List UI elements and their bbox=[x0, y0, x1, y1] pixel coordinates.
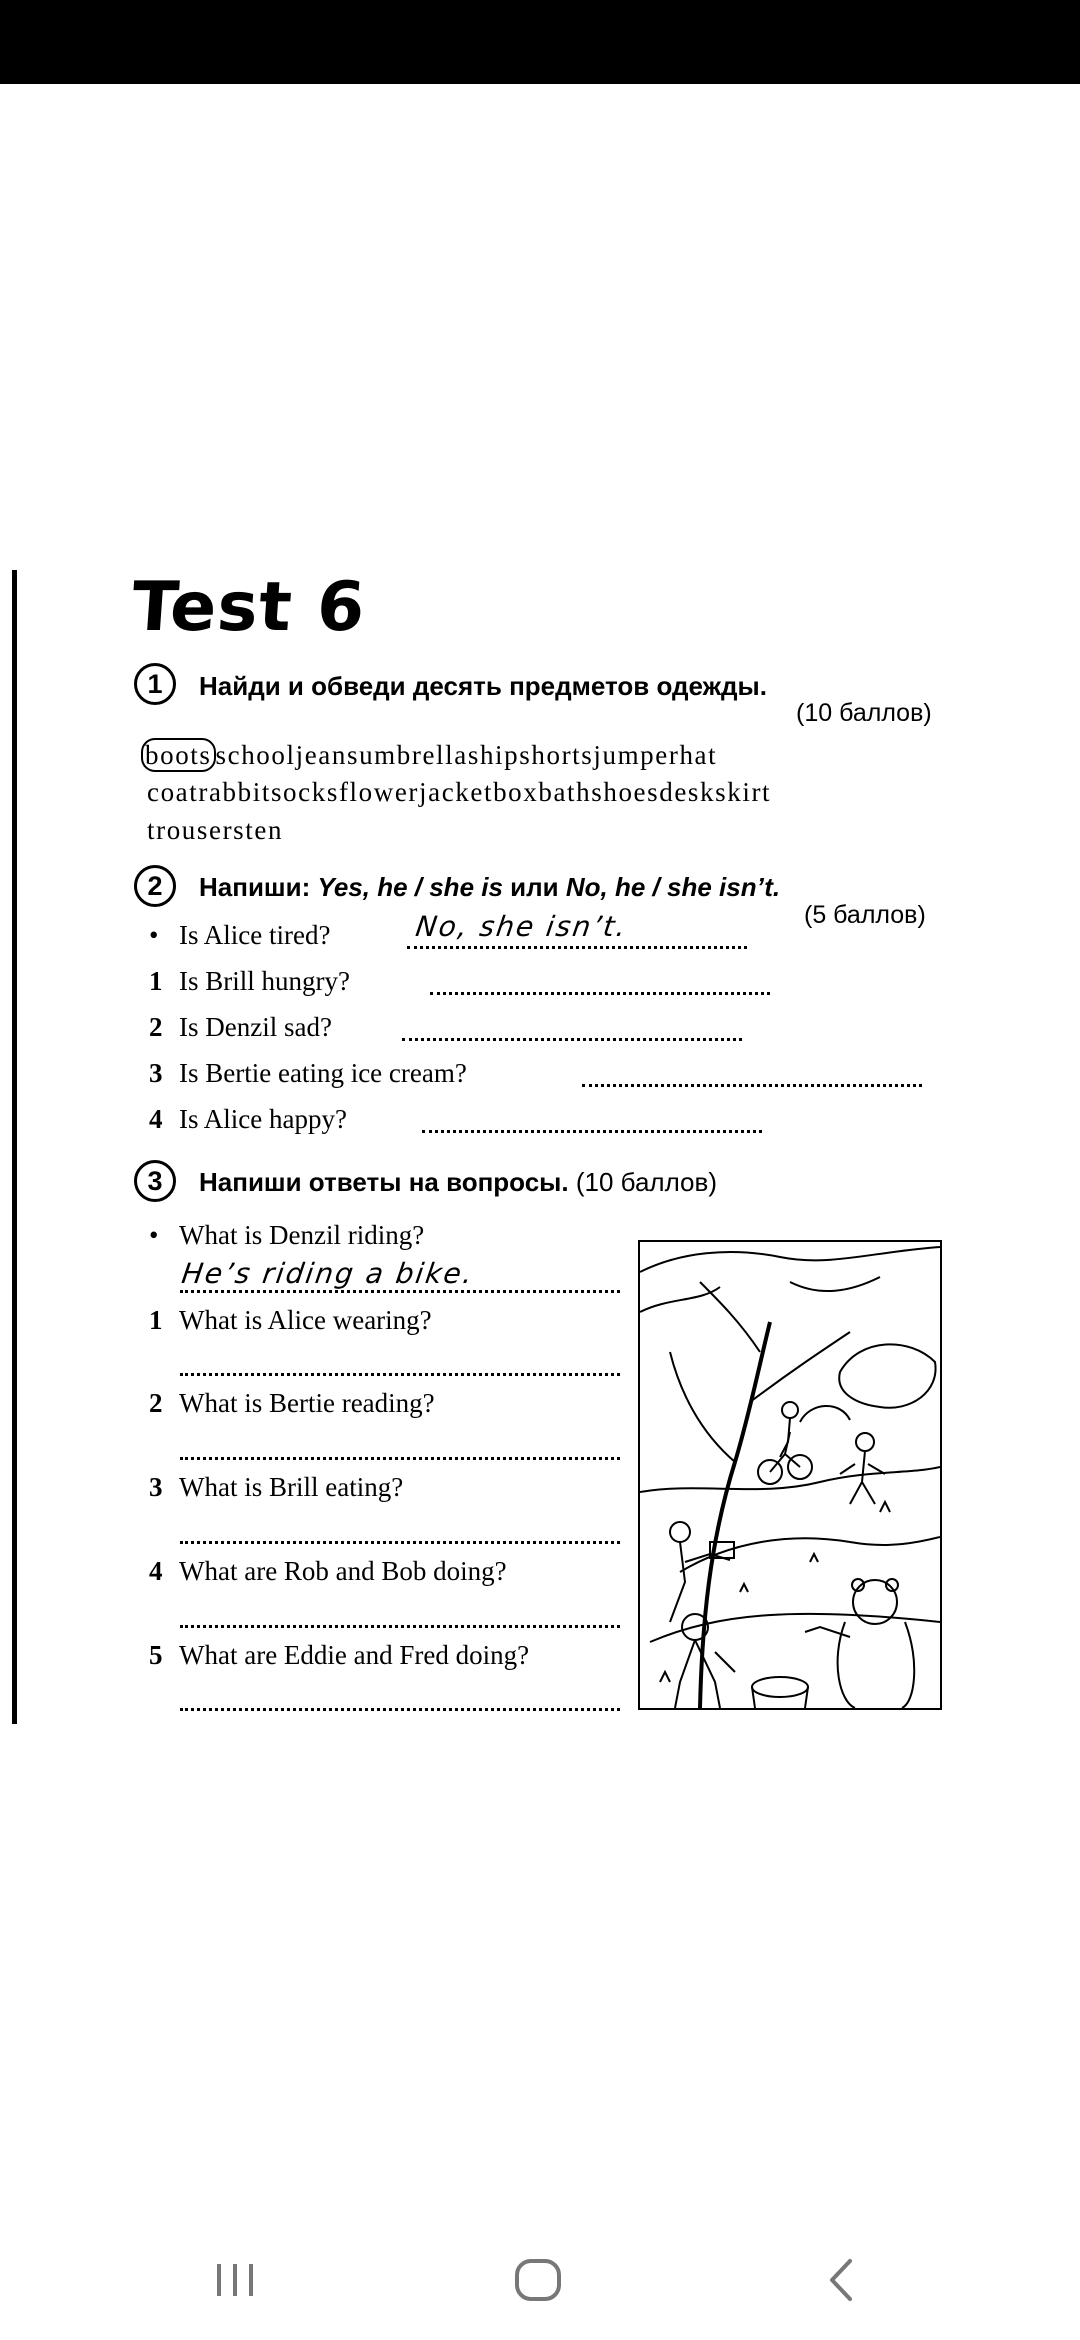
task-heading bbox=[199, 1167, 717, 1198]
answer-line[interactable] bbox=[582, 1084, 922, 1087]
word-search-line: trousersten bbox=[147, 815, 284, 845]
question bbox=[149, 1058, 467, 1089]
page-title: Test 6 bbox=[129, 568, 369, 647]
question-number: 1 bbox=[149, 1305, 163, 1335]
question-text: Is Alice happy? bbox=[179, 1104, 347, 1134]
park-scene-drawing bbox=[640, 1242, 940, 1708]
recent-apps-icon bbox=[213, 2260, 257, 2300]
heading-part: Yes, he / she is bbox=[317, 872, 503, 902]
heading-part: Напиши ответы на вопросы. bbox=[199, 1167, 569, 1197]
answer-line[interactable] bbox=[422, 1130, 762, 1133]
question-text: Is Alice tired? bbox=[179, 920, 331, 950]
task-points: (5 баллов) bbox=[804, 901, 926, 929]
heading-part: или bbox=[502, 872, 566, 902]
question bbox=[149, 1012, 332, 1043]
question-text: What is Denzil riding? bbox=[179, 1220, 425, 1250]
park-illustration bbox=[638, 1240, 942, 1710]
task-number: 3 bbox=[134, 1160, 176, 1202]
answer-line bbox=[407, 946, 747, 949]
task-number: 1 bbox=[134, 663, 176, 705]
question-number: 2 bbox=[149, 1388, 163, 1418]
heading-part: No, he / she isn’t. bbox=[565, 872, 781, 902]
task-points: (10 баллов) bbox=[796, 699, 932, 727]
navigation-bar bbox=[0, 2220, 1080, 2340]
word-search-line bbox=[145, 740, 717, 771]
question-text: What is Alice wearing? bbox=[179, 1305, 432, 1335]
example-question bbox=[149, 920, 330, 951]
question bbox=[149, 1472, 403, 1503]
question bbox=[149, 1104, 347, 1135]
recent-apps-button[interactable] bbox=[190, 2248, 280, 2312]
page-edge bbox=[12, 570, 17, 1724]
question-text: Is Denzil sad? bbox=[179, 1012, 332, 1042]
letters: schooljeansumbrellashipshortsjumperhat bbox=[215, 740, 718, 770]
bullet: • bbox=[149, 1220, 159, 1250]
answer-line[interactable] bbox=[430, 992, 770, 995]
question bbox=[149, 1388, 435, 1419]
back-button[interactable] bbox=[796, 2248, 886, 2312]
circled-word: boots bbox=[141, 738, 216, 772]
status-bar bbox=[0, 0, 1080, 84]
example-question bbox=[149, 1220, 424, 1251]
question-text: What is Bertie reading? bbox=[179, 1388, 435, 1418]
answer-line[interactable] bbox=[402, 1038, 742, 1041]
answer-line bbox=[180, 1290, 620, 1293]
question-number: 1 bbox=[149, 966, 163, 996]
question bbox=[149, 1640, 529, 1671]
question-number: 4 bbox=[149, 1556, 163, 1586]
question-number: 4 bbox=[149, 1104, 163, 1134]
task-number: 2 bbox=[134, 865, 176, 907]
question-text: Is Brill hungry? bbox=[179, 966, 350, 996]
word-search-line: coatrabbitsocksflowerjacketboxbathshoesdeskskirt bbox=[147, 777, 772, 807]
home-icon bbox=[513, 2257, 563, 2303]
question-number: 2 bbox=[149, 1012, 163, 1042]
task-heading bbox=[199, 872, 780, 903]
handwritten-answer: No, she isn’t. bbox=[413, 910, 630, 943]
back-icon bbox=[826, 2257, 856, 2303]
question-text: What are Rob and Bob doing? bbox=[179, 1556, 507, 1586]
question-text: Is Bertie eating ice cream? bbox=[179, 1058, 467, 1088]
question-text: What is Brill eating? bbox=[179, 1472, 404, 1502]
bullet: • bbox=[149, 920, 159, 950]
question bbox=[149, 966, 350, 997]
answer-line[interactable] bbox=[180, 1625, 620, 1628]
question-number: 3 bbox=[149, 1472, 163, 1502]
question-text: What are Eddie and Fred doing? bbox=[179, 1640, 530, 1670]
task-points: (10 баллов) bbox=[575, 1167, 717, 1197]
home-button[interactable] bbox=[493, 2248, 583, 2312]
question-number: 5 bbox=[149, 1640, 163, 1670]
answer-line[interactable] bbox=[180, 1457, 620, 1460]
task-heading: Найди и обведи десять предметов одежды. bbox=[199, 671, 767, 701]
heading-part: Напиши: bbox=[199, 872, 318, 902]
handwritten-answer: He’s riding a bike. bbox=[179, 1257, 477, 1290]
answer-line[interactable] bbox=[180, 1541, 620, 1544]
question bbox=[149, 1556, 507, 1587]
question bbox=[149, 1305, 432, 1336]
answer-line[interactable] bbox=[180, 1373, 620, 1376]
question-number: 3 bbox=[149, 1058, 163, 1088]
worksheet-page bbox=[12, 570, 1080, 1724]
answer-line[interactable] bbox=[180, 1708, 620, 1711]
